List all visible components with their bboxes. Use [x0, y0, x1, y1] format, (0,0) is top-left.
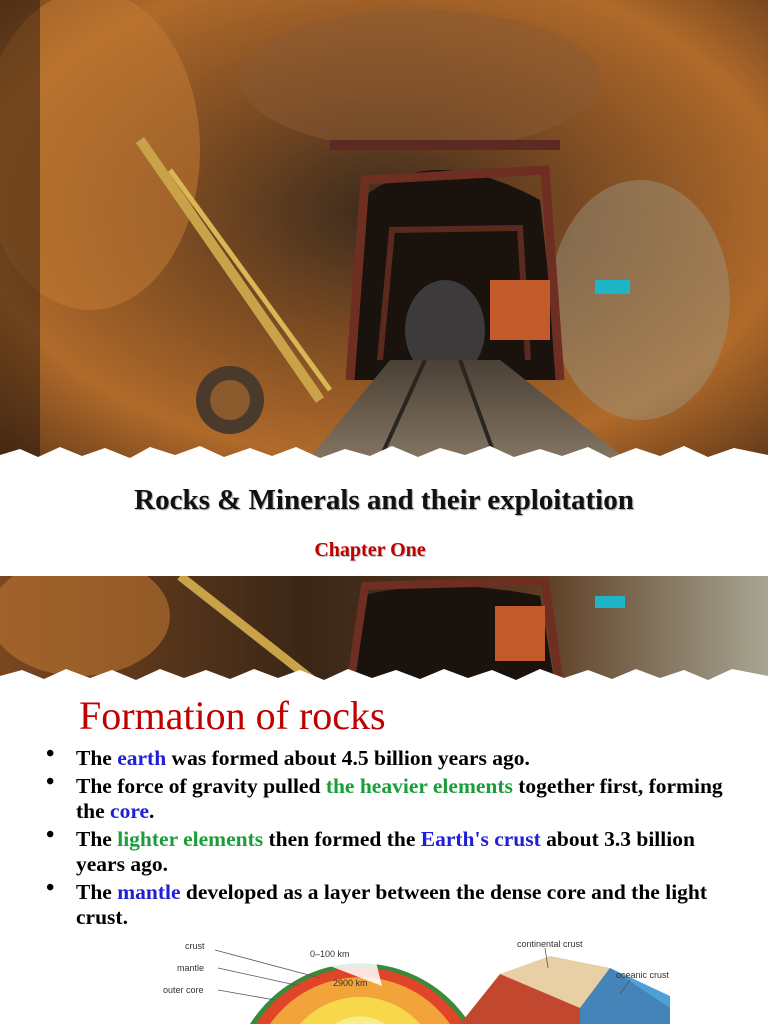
- bullet-text-highlight: lighter elements: [117, 827, 264, 851]
- bullet-text: The: [76, 880, 118, 904]
- bullet-text: .: [149, 799, 155, 823]
- chapter-subtitle: Chapter One: [314, 539, 426, 561]
- label-outer-core: outer core: [163, 985, 204, 995]
- bullet-text-highlight: Earth's crust: [420, 827, 541, 851]
- bullet-item: [46, 769, 746, 824]
- bullet-text: The: [76, 746, 118, 770]
- bullet-item: [46, 741, 746, 771]
- deck-title: Rocks & Minerals and their exploitation: [134, 484, 634, 516]
- bullet-text: about 3.3 billion years ago.: [76, 827, 695, 876]
- label-depth-0-100km: 0–100 km: [310, 949, 350, 959]
- bullet-item: [46, 875, 746, 930]
- bullet-text-highlight: the heavier elements: [325, 774, 513, 798]
- slide-heading: Formation of rocks: [79, 693, 386, 738]
- leader-line: [215, 950, 320, 978]
- label-mantle: mantle: [177, 963, 205, 973]
- label-oceanic-crust: oceanic crust: [616, 970, 670, 980]
- bullet-text: was formed about 4.5 billion years ago.: [166, 746, 530, 770]
- mine-tunnel-banner: [0, 576, 768, 694]
- label-crust: crust: [185, 941, 205, 951]
- leader-line: [218, 990, 275, 1000]
- bullet-dot-icon: •: [46, 875, 55, 901]
- earth-layers-diagram: [150, 938, 690, 1024]
- label-continental-crust: continental crust: [517, 939, 583, 949]
- bullet-dot-icon: •: [46, 741, 55, 767]
- bullet-text-highlight: core: [110, 799, 150, 823]
- mine-tunnel-photo: [0, 0, 768, 470]
- bullet-text: developed as a layer between the dense core and the light crust.: [76, 880, 708, 929]
- bullet-text: together first, forming the: [76, 774, 723, 823]
- bullet-text-highlight: mantle: [117, 880, 181, 904]
- bullet-dot-icon: •: [46, 822, 55, 848]
- label-depth-2900km: 2900 km: [333, 978, 368, 988]
- bullet-text-highlight: earth: [117, 746, 167, 770]
- bullet-item: [46, 822, 746, 877]
- bullet-list: [46, 741, 746, 933]
- bullet-dot-icon: •: [46, 769, 55, 795]
- bullet-text: The force of gravity pulled: [76, 774, 326, 798]
- leader-line: [218, 968, 300, 986]
- slide-formation-of-rocks: [0, 576, 768, 1024]
- bullet-text: The: [76, 827, 118, 851]
- bullet-text: then formed the: [263, 827, 421, 851]
